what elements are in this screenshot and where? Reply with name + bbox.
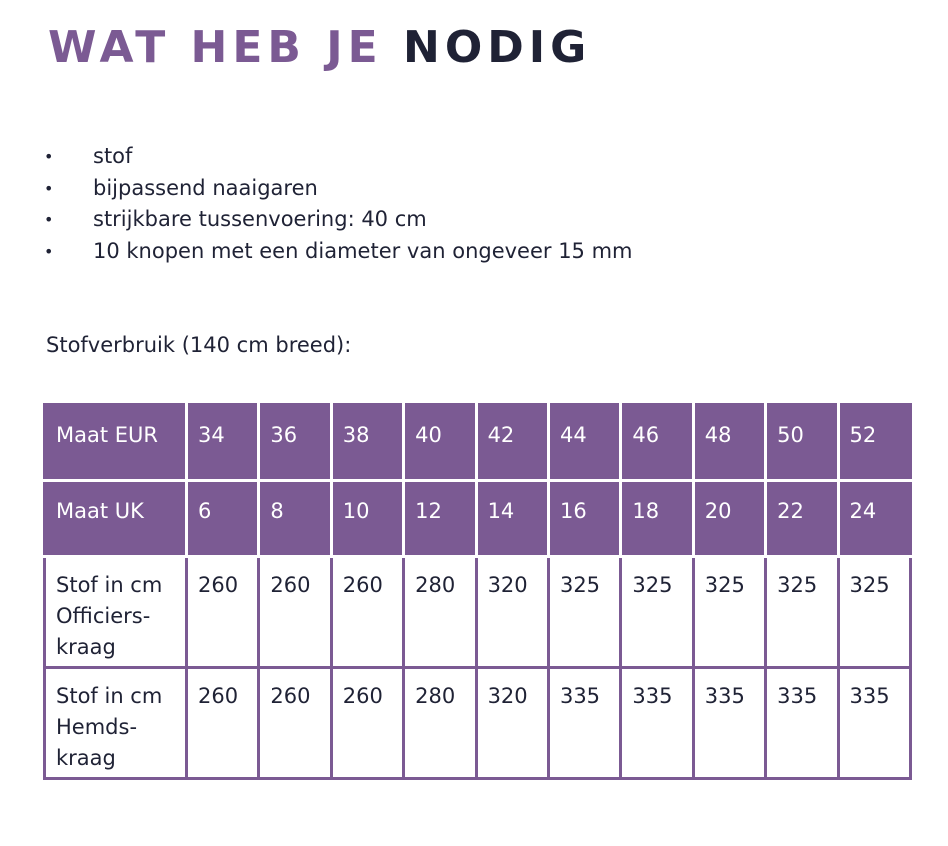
table-cell: 50 <box>766 405 838 481</box>
row-maat-uk <box>45 481 911 557</box>
row-maat-eur <box>45 405 911 481</box>
table-cell: 335 <box>621 668 693 779</box>
list-item <box>44 236 633 268</box>
table-cell: 260 <box>187 668 259 779</box>
table-cell: 18 <box>621 481 693 557</box>
table-cell: 16 <box>548 481 620 557</box>
table-cell: 8 <box>259 481 331 557</box>
table-cell: 22 <box>766 481 838 557</box>
table-cell: 12 <box>404 481 476 557</box>
table-cell: 260 <box>331 668 403 779</box>
table-cell: 52 <box>838 405 910 481</box>
row-stof-officierskraag <box>45 557 911 668</box>
table-cell: 34 <box>187 405 259 481</box>
table-cell: 14 <box>476 481 548 557</box>
bullet-icon: • <box>44 147 54 166</box>
row-stof-hemdskraag <box>45 668 911 779</box>
list-item-text: strijkbare tussenvoering: 40 cm <box>93 207 427 231</box>
list-item-text: bijpassend naaigaren <box>93 175 318 200</box>
table-cell: 42 <box>476 405 548 481</box>
row-label: Stof in cm Officiers- kraag <box>45 557 187 668</box>
table-cell: 335 <box>838 668 910 779</box>
table-cell: 36 <box>259 405 331 481</box>
table-cell: 335 <box>766 668 838 779</box>
table-cell: 325 <box>548 557 620 668</box>
table-cell: 20 <box>693 481 765 557</box>
table-cell: 335 <box>548 668 620 779</box>
size-table <box>43 403 912 780</box>
table-cell: 38 <box>331 405 403 481</box>
table-cell: 10 <box>331 481 403 557</box>
table-cell: 320 <box>476 668 548 779</box>
table-cell: 24 <box>838 481 910 557</box>
list-item <box>44 141 633 173</box>
table-cell: 46 <box>621 405 693 481</box>
table-cell: 260 <box>331 557 403 668</box>
list-item-text: 10 knopen met een diameter van ongeveer 15 mm <box>93 238 633 263</box>
bullet-icon: • <box>44 210 54 229</box>
table-cell: 280 <box>404 668 476 779</box>
heading-part-2: NODIG <box>403 22 592 73</box>
row-label: Maat EUR <box>45 405 187 481</box>
list-item <box>44 204 633 236</box>
list-item-text: stof <box>93 144 133 168</box>
row-label: Maat UK <box>45 481 187 557</box>
table-cell: 335 <box>693 668 765 779</box>
table-cell: 260 <box>259 557 331 668</box>
bullet-icon: • <box>44 178 54 198</box>
heading-part-1: WAT HEB JE <box>48 22 383 73</box>
table-cell: 320 <box>476 557 548 668</box>
fabric-usage-label: Stofverbruik (140 cm breed): <box>46 333 352 357</box>
page-heading <box>48 20 591 76</box>
materials-list <box>44 141 633 267</box>
table-cell: 325 <box>766 557 838 668</box>
table-cell: 260 <box>259 668 331 779</box>
table-cell: 48 <box>693 405 765 481</box>
table-cell: 6 <box>187 481 259 557</box>
table-cell: 325 <box>838 557 910 668</box>
table-cell: 40 <box>404 405 476 481</box>
table-cell: 260 <box>187 557 259 668</box>
table-cell: 325 <box>621 557 693 668</box>
list-item <box>44 173 633 205</box>
row-label: Stof in cm Hemds- kraag <box>45 668 187 779</box>
bullet-icon: • <box>44 241 54 261</box>
table-cell: 325 <box>693 557 765 668</box>
table-cell: 280 <box>404 557 476 668</box>
table-cell: 44 <box>548 405 620 481</box>
